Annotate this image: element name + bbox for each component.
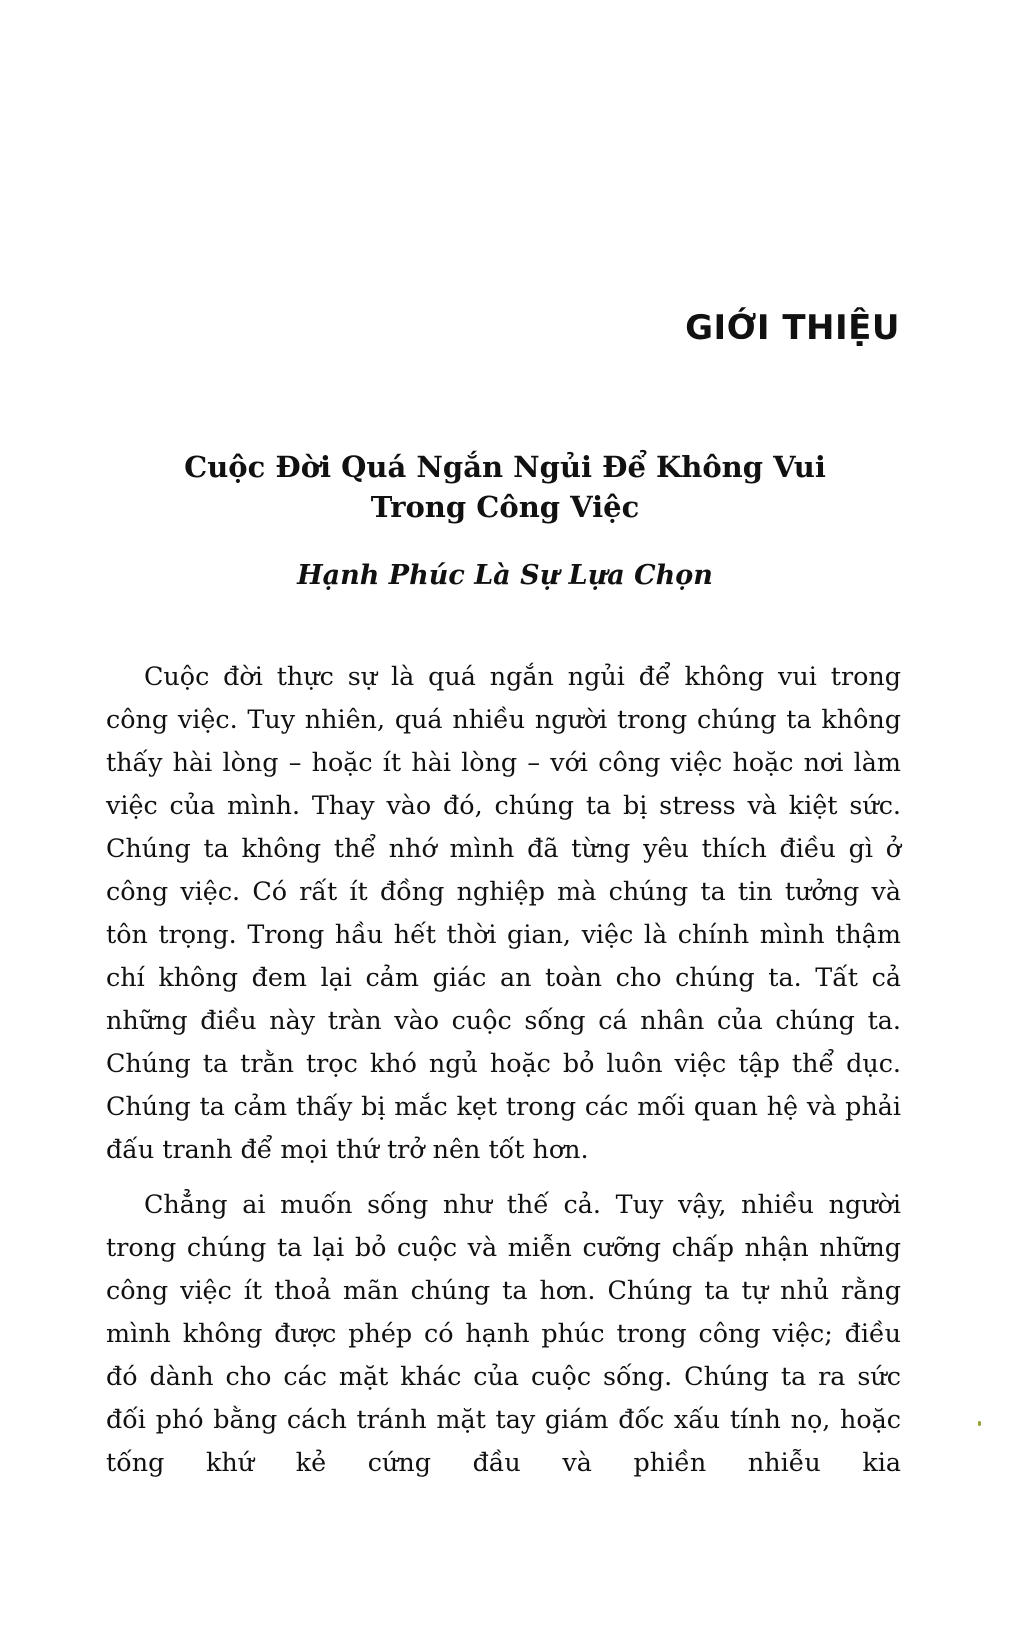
section-heading-line-2: Trong Công Việc [370,490,640,524]
paragraph: Cuộc đời thực sự là quá ngắn ngủi để không vui trong công việc. Tuy nhiên, quá nhiều người trong chúng ta không thấy hài lòng – hoặc ít hài lòng – với công việc hoặc nơi làm việc của mình. Thay vào đó, chúng ta bị stress và kiệt sức. Chúng ta không thể nhớ mình đã từng yêu thích điều gì ở công việc. Có rất ít đồng nghiệp mà chúng ta tin tưởng và tôn trọng. Trong hầu hết thời gian, việc là chính mình thậm chí không đem lại cảm giác an toàn cho chúng ta. Tất cả những điều này tràn vào cuộc sống cá nhân của chúng ta. Chúng ta trằn trọc khó ngủ hoặc bỏ luôn việc tập thể dục. Chúng ta cảm thấy bị mắc kẹt trong các mối quan hệ và phải đấu tranh để mọi thứ trở nên tốt hơn. [106,661,901,1164]
chapter-title: GIỚI THIỆU [685,308,900,348]
paragraph: Chẳng ai muốn sống như thế cả. Tuy vậy, nhiều người trong chúng ta lại bỏ cuộc và miễn cưỡng chấp nhận những công việc ít thoả mãn chúng ta hơn. Chúng ta tự nhủ rằng mình không được phép có hạnh phúc trong công việc; điều đó dành cho các mặt khác của cuộc sống. Chúng ta ra sức đối phó bằng cách tránh mặt tay giám đốc xấu tính nọ, hoặc tống khứ kẻ cứng đầu và phiền nhiễu kia [106,1189,901,1477]
section-heading-line-1: Cuộc Đời Quá Ngắn Ngủi Để Không Vui [184,450,826,484]
scan-speck [978,1421,981,1426]
body-text [106,655,901,1496]
section-heading [0,447,1010,527]
section-subheading: Hạnh Phúc Là Sự Lựa Chọn [297,560,713,591]
